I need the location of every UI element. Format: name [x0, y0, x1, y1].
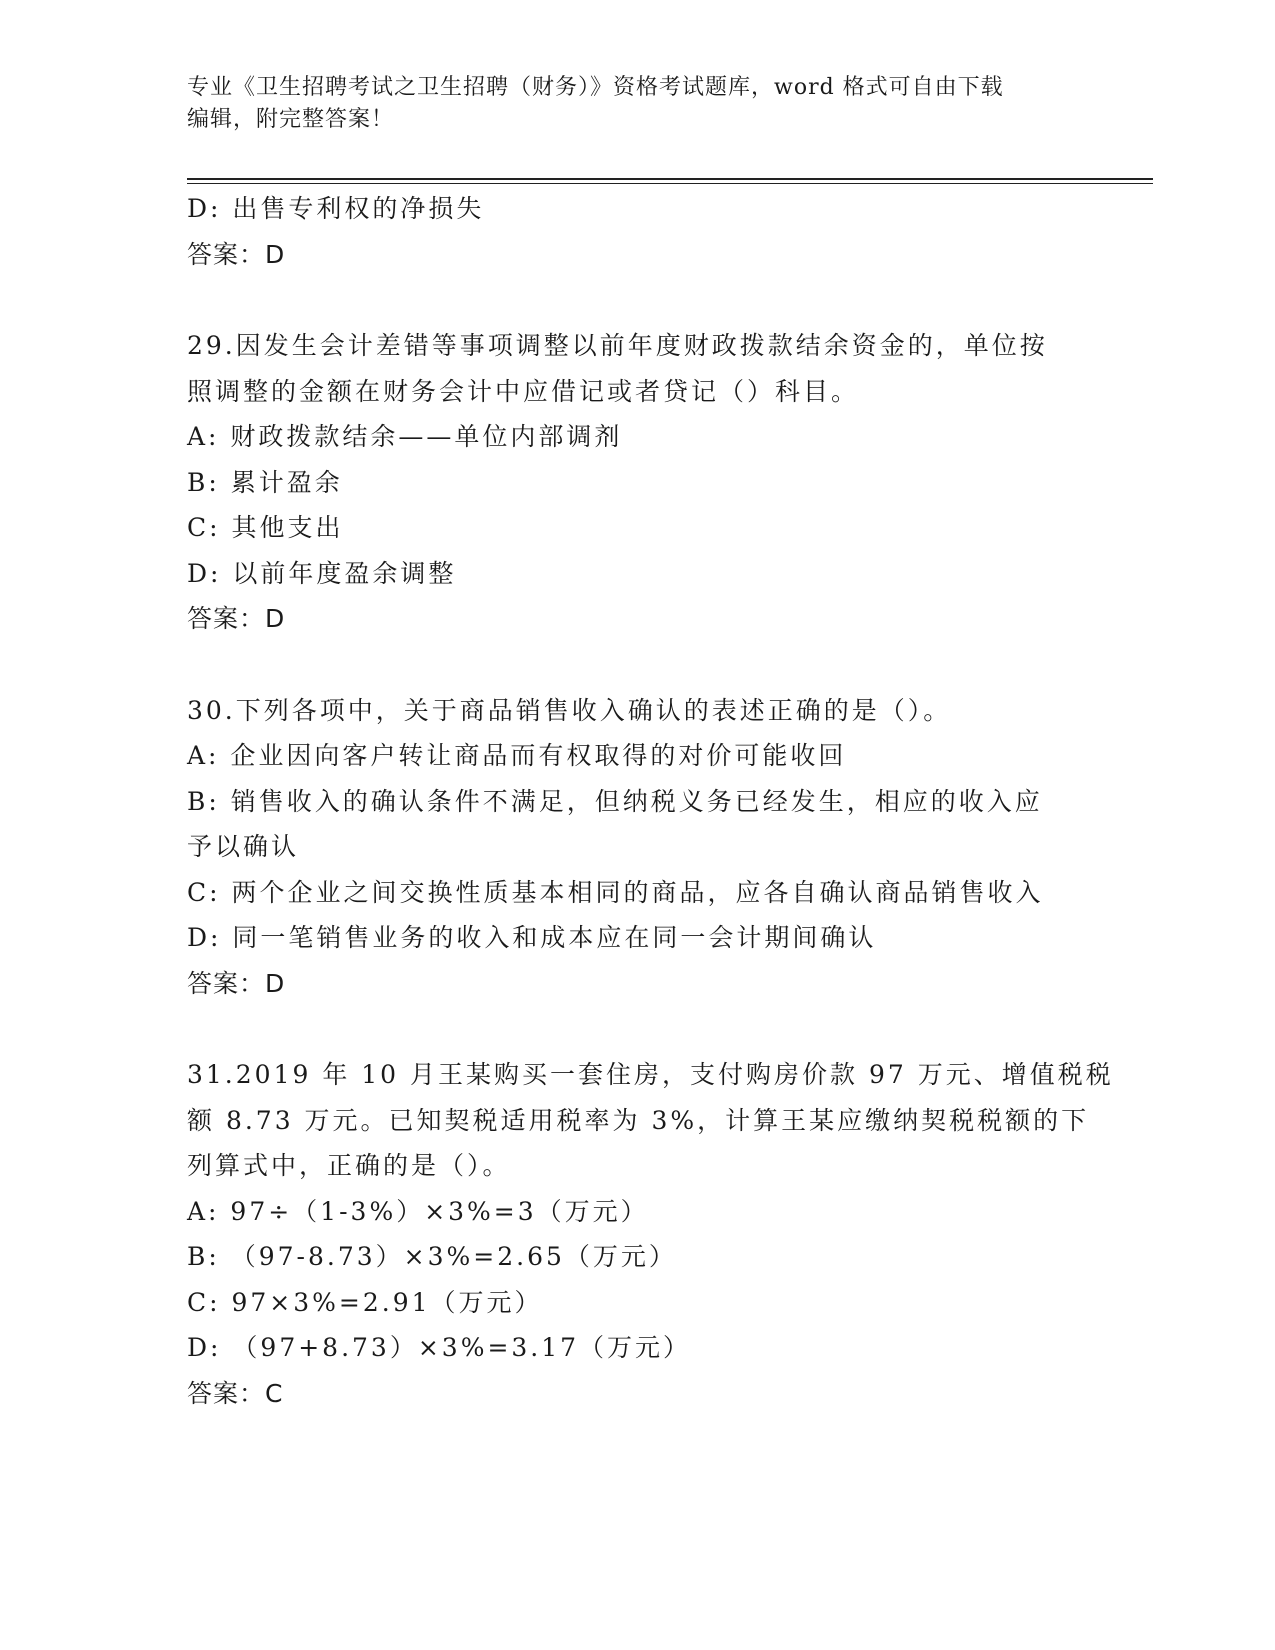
- option-c: C: 97×3%=2.91（万元）: [187, 1287, 543, 1317]
- option-a: A: 97÷（1-3%）×3%=3（万元）: [187, 1196, 649, 1226]
- header-divider-thick: [187, 178, 1153, 180]
- answer-line: 答案：D: [187, 239, 286, 269]
- header-divider-thin: [187, 183, 1153, 184]
- spacer: [187, 642, 1087, 688]
- option-c: C: 两个企业之间交换性质基本相同的商品，应各自确认商品销售收入: [187, 877, 1044, 907]
- question-stem-line: 30.下列各项中，关于商品销售收入确认的表述正确的是（）。: [187, 695, 952, 725]
- answer-line: 答案：D: [187, 604, 286, 633]
- question-30: [187, 688, 1087, 1007]
- option-d: D: 出售专利权的净损失: [187, 194, 485, 223]
- header-line-1: 专业《卫生招聘考试之卫生招聘（财务）》资格考试题库，word 格式可自由下载: [187, 75, 1004, 100]
- previous-question-tail: [187, 186, 1087, 277]
- document-header: [187, 72, 1067, 136]
- option-b: B: 销售收入的确认条件不满足，但纳税义务已经发生，相应的收入应: [187, 786, 1043, 816]
- option-d: D: 同一笔销售业务的收入和成本应在同一会计期间确认: [187, 923, 877, 952]
- option-b: B: （97-8.73）×3%=2.65（万元）: [187, 1242, 677, 1271]
- question-29: [187, 323, 1087, 642]
- header-line-2: 编辑，附完整答案！: [187, 107, 395, 132]
- option-b: B: 累计盈余: [187, 467, 343, 497]
- question-stem-line: 31.2019 年 10 月王某购买一套住房，支付购房价款 97 万元、增值税税: [187, 1060, 1114, 1089]
- spacer: [187, 1006, 1087, 1052]
- question-stem-line: 额 8.73 万元。已知契税适用税率为 3%，计算王某应缴纳契税税额的下: [187, 1105, 1090, 1135]
- option-a: A: 财政拨款结余——单位内部调剂: [187, 422, 623, 451]
- question-stem-line: 列算式中，正确的是（）。: [187, 1151, 511, 1180]
- answer-line: 答案：D: [187, 968, 286, 998]
- question-31: [187, 1052, 1114, 1416]
- option-a: A: 企业因向客户转让商品而有权取得的对价可能收回: [187, 741, 847, 770]
- spacer: [187, 277, 1087, 323]
- option-d: D: （97+8.73）×3%=3.17（万元）: [187, 1333, 692, 1362]
- question-stem-line: 照调整的金额在财务会计中应借记或者贷记（）科目。: [187, 376, 860, 406]
- option-c: C: 其他支出: [187, 513, 344, 542]
- option-d: D: 以前年度盈余调整: [187, 558, 457, 588]
- question-stem-line: 29.因发生会计差错等事项调整以前年度财政拨款结余资金的，单位按: [187, 331, 1048, 360]
- answer-line: 答案：C: [187, 1378, 284, 1408]
- document-body: [187, 186, 1114, 1416]
- option-b-continued: 予以确认: [187, 832, 300, 861]
